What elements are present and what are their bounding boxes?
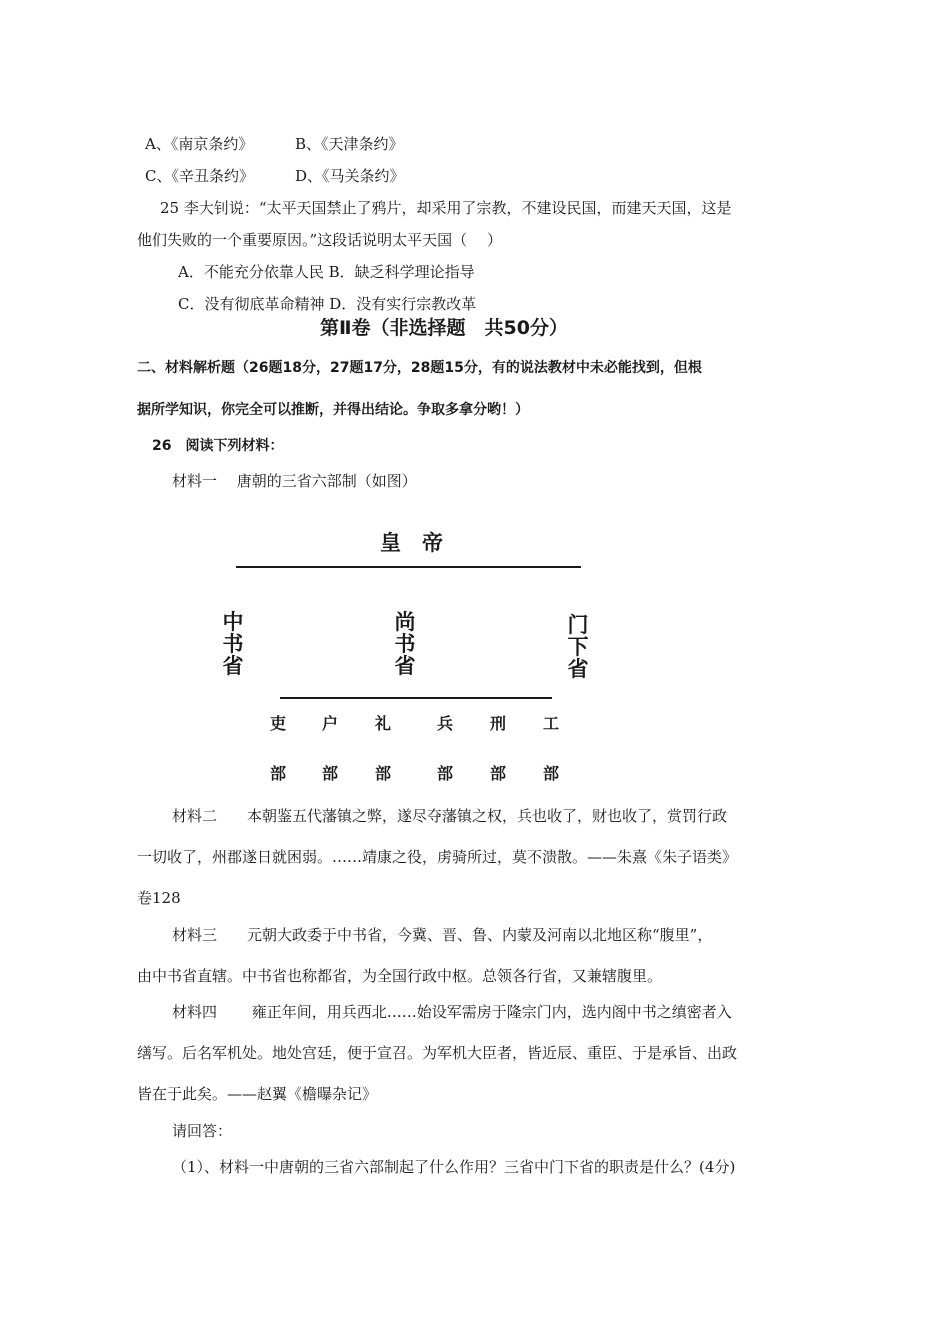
q26-question1: （1）、材料一中唐朝的三省六部制起了什么作用？三省中门下省的职责是什么？(4分)	[172, 1158, 736, 1176]
q25-options-line2: C．没有彻底革命精神 D．没有实行宗教改革	[178, 295, 477, 313]
emperor-label: 皇 帝	[380, 531, 443, 555]
material4-line2: 缮写。后名军机处。地处宫廷，便于宣召。为军机大臣者，皆近辰、重臣、于是承旨、出政	[137, 1044, 738, 1062]
ministry-hu-top: 户	[322, 714, 339, 733]
zhongshu-dept	[221, 611, 245, 677]
answer-prompt: 请回答：	[172, 1122, 233, 1140]
zhongshu-char: 中	[222, 610, 244, 634]
q25-stem-line1: 25 李大钊说：“太平天国禁止了鸦片，却采用了宗教，不建设民国，而建天天国，这是	[160, 199, 732, 217]
menxia-dept	[566, 614, 590, 680]
material2-line1: 材料二 本朝鉴五代藩镇之弊，遂尽夺藩镇之权，兵也收了，财也收了，赏罚行政	[172, 807, 728, 825]
ministry-li-top: 吏	[270, 714, 287, 733]
ministry-bing-top: 兵	[437, 714, 454, 733]
emperor-divider	[236, 566, 581, 568]
shangshu-char: 省	[394, 654, 416, 678]
section-title: 第Ⅱ卷（非选择题 共50分）	[320, 317, 568, 339]
q24-option-b: B、《天津条约》	[295, 135, 404, 153]
section-intro-line1: 二、材料解析题（26题18分，27题17分，28题15分，有的说法教材中未必能找到，但根	[137, 360, 702, 376]
q24-option-d: D、《马关条约》	[295, 167, 405, 185]
ministry-bu: 部	[375, 764, 392, 783]
ministries-divider	[280, 697, 552, 699]
ministry-xing-top: 刑	[490, 714, 507, 733]
q26-heading: 26 阅读下列材料：	[152, 438, 284, 454]
menxia-char: 省	[567, 657, 589, 681]
ministry-gong-top: 工	[543, 714, 560, 733]
shangshu-char: 书	[394, 632, 416, 656]
ministry-bu: 部	[490, 764, 507, 783]
material2-line3: 卷128	[137, 889, 181, 907]
zhongshu-char: 书	[222, 632, 244, 656]
q24-option-a: A、《南京条约》	[145, 135, 254, 153]
menxia-char: 下	[567, 635, 589, 659]
material4-line1: 材料四 雍正年间，用兵西北……始设军需房于隆宗门内，选内阁中书之缜密者入	[172, 1003, 732, 1021]
material1-caption: 材料一 唐朝的三省六部制（如图）	[172, 472, 417, 490]
q24-option-c: C、《辛丑条约》	[145, 167, 254, 185]
shangshu-dept	[393, 611, 417, 677]
ministry-bu: 部	[322, 764, 339, 783]
menxia-char: 门	[567, 613, 589, 637]
ministry-li2-top: 礼	[375, 714, 392, 733]
material4-line3: 皆在于此矣。——赵翼《檐曝杂记》	[137, 1085, 378, 1103]
material3-line1: 材料三 元朝大政委于中书省，今冀、晋、鲁、内蒙及河南以北地区称“腹里”，	[172, 926, 713, 944]
q25-stem-line2: 他们失败的一个重要原因。”这段话说明太平天国（ ）	[137, 231, 502, 249]
ministry-bu: 部	[437, 764, 454, 783]
material3-line2: 由中书省直辖。中书省也称都省，为全国行政中枢。总领各行省，又兼辖腹里。	[137, 967, 663, 985]
section-intro-line2: 据所学知识，你完全可以推断，并得出结论。争取多拿分哟！）	[137, 402, 529, 418]
shangshu-char: 尚	[394, 610, 416, 634]
zhongshu-char: 省	[222, 654, 244, 678]
ministry-bu: 部	[270, 764, 287, 783]
ministry-bu: 部	[543, 764, 560, 783]
q25-options-line1: A．不能充分依靠人民 B．缺乏科学理论指导	[178, 263, 475, 281]
material2-line2: 一切收了，州郡遂日就困弱。……靖康之役，虏骑所过，莫不溃散。——朱熹《朱子语类》	[137, 848, 738, 866]
